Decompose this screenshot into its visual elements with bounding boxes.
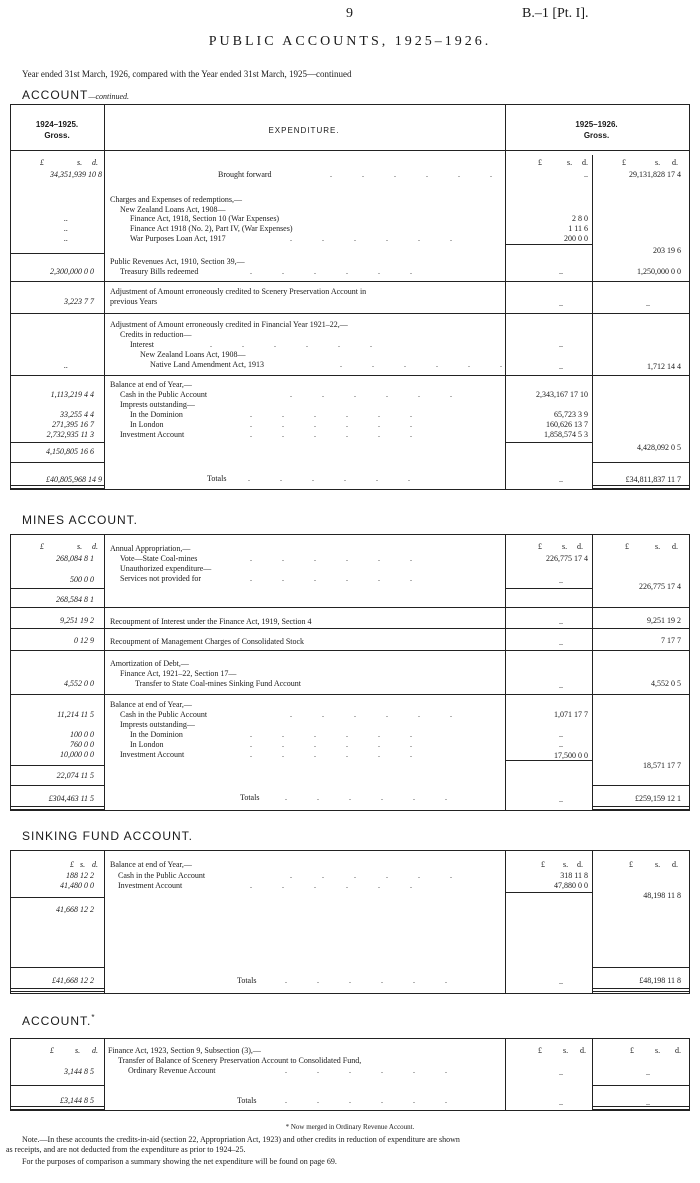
table-cell-curr: 203 19 6 [653,246,681,255]
table-cell-mid: 1 11 6 [568,224,588,233]
table-cell-curr: 4,552 0 5 [651,679,681,688]
mines-account-title: MINES ACCOUNT. [22,513,139,527]
table-cell-prev: 22,074 11 5 [56,771,94,780]
table-cell-curr: 9,251 19 2 [647,616,681,625]
table-cell-mid: .. [559,362,563,371]
currency-head: s. [655,860,661,869]
leader-dots: . . . . . . [330,170,506,179]
table-cell-mid: .. [559,1098,563,1107]
table-cell-prev: 3,223 7 7 [64,297,94,306]
footnote-comparison: For the purposes of comparison a summary showing the net expenditure will be found on page 69. [22,1157,337,1166]
currency-head: s. [75,1046,81,1055]
page-subtitle: Year ended 31st March, 1926, compared with the Year ended 31st March, 1925—continued [22,69,352,79]
currency-head: d. [672,158,678,167]
table-cell-desc: Credits in reduction— [120,330,192,339]
table-cell-prev: 4,552 0 0 [64,679,94,688]
currency-head: £ [629,860,633,869]
sinking-fund-title: SINKING FUND ACCOUNT. [22,829,194,843]
scenery-account-title-text: ACCOUNT. [22,1014,92,1028]
totals-label: Totals [237,976,257,985]
currency-head: £ [538,542,542,551]
footnote-asterisk: * [91,1013,96,1022]
table-cell-prev: 2,300,000 0 0 [50,267,94,276]
table-cell-prev: 33,255 4 4 [60,410,94,419]
table-cell-prev: 268,584 8 1 [56,595,94,604]
table-cell-prev: 9,251 19 2 [60,616,94,625]
table-cell-desc: Finance Act, 1923, Section 9, Subsection (3),— [108,1046,261,1055]
currency-head: £ [622,158,626,167]
table-cell-mid: 2,343,167 17 10 [536,390,588,399]
table-cell-desc: In London [130,420,164,429]
table-cell-desc: Services not provided for [120,574,202,583]
table-cell-desc: Imprests outstanding— [120,400,195,409]
table-cell-prev: 760 0 0 [70,740,94,749]
table-cell-mid: 65,723 3 9 [554,410,588,419]
currency-head: d. [92,1046,98,1055]
table-cell-mid: .. [559,730,563,739]
table-cell-mid: 318 11 8 [560,871,588,880]
table-cell-mid: .. [559,617,563,626]
table-cell-desc: Amortization of Debt,— [110,659,189,668]
table-cell-desc: Brought forward [218,170,272,179]
leader-dots: . . . . . . [210,340,386,349]
table-cell-prev: 1,113,219 4 4 [50,390,94,399]
table-cell-desc: Investment Account [120,750,185,759]
col-header-1924: 1924–1925. [35,120,79,129]
table-cell-curr: .. [646,299,650,308]
table-cell-mid: .. [559,1068,563,1077]
table-cell-curr-total: .. [646,1098,650,1107]
table-cell-desc: Adjustment of Amount erroneously credited in Financial Year 1921–22,— [110,320,348,329]
scenery-account-title [22,1013,95,1028]
table-cell-prev: 268,084 8 1 [56,554,94,563]
table-cell-prev: 271,395 16 7 [52,420,94,429]
currency-head: £ [538,1046,542,1055]
table-cell-desc: New Zealand Loans Act, 1908— [120,205,226,214]
currency-head: d. [672,860,678,869]
table-cell-desc: New Zealand Loans Act, 1908— [140,350,246,359]
currency-head: £ [40,158,44,167]
table-cell-desc: Annual Appropriation,— [110,544,191,553]
table-cell-mid: 17,500 0 0 [554,751,588,760]
leader-dots: . . . . . . [285,976,461,985]
currency-head: d. [580,1046,586,1055]
table-cell-prev: 10,000 0 0 [60,750,94,759]
table-cell-mid: .. [559,795,563,804]
document-code: B.–1 [Pt. I]. [522,6,589,21]
table-cell-prev: .. [64,224,68,233]
currency-head: d. [577,860,583,869]
table-cell-desc: Transfer of Balance of Scenery Preservation Account to Consolidated Fund, [118,1056,362,1065]
table-cell-prev-total: £40,805,968 14 9 [46,475,102,484]
table-cell-mid: 2 8 0 [572,214,588,223]
table-cell-desc: Finance Act, 1918, Section 10 (War Expenses) [130,214,280,223]
leader-dots: . . . . . . [248,474,424,483]
table-cell-prev: 41,668 12 2 [56,905,94,914]
table-cell-desc: Imprests outstanding— [120,720,195,729]
currency-head: £ [50,1046,54,1055]
table-cell-curr: 226,775 17 4 [639,582,681,591]
table-cell-curr: 7 17 7 [661,636,681,645]
leader-dots: . . . . . . [290,710,466,719]
table-cell-prev: 41,480 0 0 [60,881,94,890]
table-cell-desc: Transfer to State Coal-mines Sinking Fund Account [135,679,301,688]
table-cell-desc: Recoupment of Interest under the Finance Act, 1919, Section 4 [110,617,312,626]
currency-head: d. [92,860,98,869]
table-cell-desc: Recoupment of Management Charges of Consolidated Stock [110,637,305,646]
table-cell-mid: 1,071 17 7 [554,710,588,719]
table-cell-desc: Interest [130,340,154,349]
table-cell-desc: War Purposes Loan Act, 1917 [130,234,226,243]
table-cell-mid: 1,858,574 5 3 [544,430,588,439]
table-cell-curr-total: £34,811,837 11 7 [625,475,681,484]
table-cell-prev-total: £3,144 8 5 [60,1096,94,1105]
footnote-merged: * Now merged in Ordinary Revenue Account. [285,1123,415,1131]
table-cell-prev: 500 0 0 [70,575,94,584]
table-cell-desc: Treasury Bills redeemed [120,267,199,276]
leader-dots: . . . . . . [290,871,466,880]
currency-head: s. [562,542,568,551]
table-cell-prev-total: £41,668 12 2 [52,976,94,985]
table-cell-prev: .. [64,234,68,243]
table-cell-mid: 47,880 0 0 [554,881,588,890]
currency-head: d. [672,542,678,551]
table-cell-desc: Unauthorized expenditure— [120,564,212,573]
table-cell-desc: Finance Act 1918 (No. 2), Part IV, (War Expenses) [130,224,293,233]
table-cell-mid: .. [559,740,563,749]
table-cell-curr: .. [646,1068,650,1077]
table-cell-desc: In the Dominion [130,730,183,739]
leader-dots: . . . . . . [250,410,426,419]
currency-head: £ [541,860,545,869]
table-cell-prev-total: £304,463 11 5 [48,794,94,803]
table-cell-prev: 4,150,805 16 6 [46,447,94,456]
table-cell-desc: In the Dominion [130,410,183,419]
table-cell-mid: 160,626 13 7 [546,420,588,429]
table-cell-mid: .. [559,576,563,585]
col-header-expenditure: EXPENDITURE. [268,126,340,135]
table-cell-prev: 2,732,935 11 3 [46,430,94,439]
table-cell-desc: Vote—State Coal-mines [120,554,198,563]
table-cell-desc: Balance at end of Year,— [110,860,192,869]
leader-dots: . . . . . . [285,1096,461,1105]
table-cell-prev: 188 12 2 [66,871,94,880]
currency-head: s. [655,1046,661,1055]
leader-dots: . . . . . . [250,554,426,563]
table-cell-desc: In London [130,740,164,749]
leader-dots: . . . . . . [290,234,466,243]
account-section-title [22,88,129,102]
table-cell-desc: Investment Account [118,881,183,890]
currency-head: s. [655,158,661,167]
table-cell-curr: 18,571 17 7 [643,761,681,770]
table-cell-mid: .. [559,475,563,484]
table-cell-prev: 100 0 0 [70,730,94,739]
leader-dots: . . . . . . [250,730,426,739]
col-header-1925-gross: Gross. [583,131,610,140]
currency-head: £ [625,542,629,551]
table-cell-prev: 34,351,939 10 8 [50,170,102,179]
col-header-1925: 1925–1926. [575,120,618,129]
table-cell-desc: Native Land Amendment Act, 1913 [150,360,264,369]
table-cell-desc: Charges and Expenses of redemptions,— [110,195,243,204]
page-title: PUBLIC ACCOUNTS, 1925–1926. [208,34,492,49]
table-cell-curr-total: £48,198 11 8 [639,976,681,985]
leader-dots: . . . . . . [285,1066,461,1075]
page-number: 9 [346,6,353,21]
currency-head: d. [577,542,583,551]
table-cell-desc: previous Years [110,297,158,306]
leader-dots: . . . . . . [250,420,426,429]
table-cell-desc: Adjustment of Amount erroneously credited to Scenery Preservation Account in [110,287,367,296]
table-cell-curr: 1,250,000 0 0 [637,267,681,276]
table-cell-prev: 11,214 11 5 [57,710,94,719]
currency-head: d. [92,158,98,167]
currency-head: s. [567,158,573,167]
leader-dots: . . . . . . [250,881,426,890]
currency-head: £ [630,1046,634,1055]
currency-head: s. [77,542,83,551]
table-cell-desc: Balance at end of Year,— [110,380,192,389]
totals-label: Totals [207,474,227,483]
table-cell-prev: 0 12 9 [74,636,94,645]
table-cell-desc: Investment Account [120,430,185,439]
table-cell-mid: 226,775 17 4 [546,554,588,563]
table-cell-desc: Finance Act, 1921–22, Section 17— [120,669,237,678]
table-cell-prev: .. [64,214,68,223]
table-cell-mid: .. [559,267,563,276]
table-cell-curr: 48,198 11 8 [643,891,681,900]
leader-dots: . . . . . . [340,360,516,369]
currency-head: s. [77,158,83,167]
leader-dots: . . . . . . [250,740,426,749]
table-cell-curr: 1,712 14 4 [647,362,681,371]
table-cell-desc: Cash in the Public Account [118,871,206,880]
currency-head: £ [70,860,74,869]
leader-dots: . . . . . . [250,574,426,583]
table-cell-desc: Ordinary Revenue Account [128,1066,216,1075]
table-cell-mid: .. [559,340,563,349]
account-title-continued: —continued. [88,92,130,101]
table-cell-desc: Cash in the Public Account [120,390,208,399]
col-header-1924-gross: Gross. [44,131,70,140]
currency-head: £ [538,158,542,167]
leader-dots: . . . . . . [250,430,426,439]
table-cell-desc: Cash in the Public Account [120,710,208,719]
account-title-text: ACCOUNT [22,88,89,102]
table-cell-desc: Balance at end of Year,— [110,700,192,709]
table-cell-prev: 3,144 8 5 [64,1067,94,1076]
currency-head: s. [563,1046,569,1055]
currency-head: s. [563,860,569,869]
currency-head: s. [655,542,661,551]
currency-head: £ [40,542,44,551]
totals-label: Totals [237,1096,257,1105]
table-cell-mid: .. [559,977,563,986]
table-cell-desc: Public Revenues Act, 1910, Section 39,— [110,257,245,266]
table-cell-curr: 4,428,092 0 5 [637,443,681,452]
totals-label: Totals [240,793,260,802]
leader-dots: . . . . . . [285,793,461,802]
table-cell-mid: .. [584,170,588,179]
currency-head: d. [675,1046,681,1055]
currency-head: d. [92,542,98,551]
leader-dots: . . . . . . [250,267,426,276]
table-cell-mid: .. [559,638,563,647]
footnote-note-cont: as receipts, and are not deducted from the expenditure as prior to 1924–25. [6,1145,246,1154]
leader-dots: . . . . . . [290,390,466,399]
table-cell-curr-total: £259,159 12 1 [635,794,681,803]
footnote-note: Note.—In these accounts the credits-in-aid (section 22, Appropriation Act, 1923) and other credits in reduction of expenditure are shown [22,1135,460,1144]
table-cell-prev: .. [64,361,68,370]
table-cell-mid: .. [559,299,563,308]
table-cell-mid: 200 0 0 [564,234,588,243]
table-cell-mid: .. [559,681,563,690]
currency-head: d. [582,158,588,167]
table-cell-curr: 29,131,828 17 4 [629,170,681,179]
leader-dots: . . . . . . [250,750,426,759]
currency-head: s. [80,860,86,869]
